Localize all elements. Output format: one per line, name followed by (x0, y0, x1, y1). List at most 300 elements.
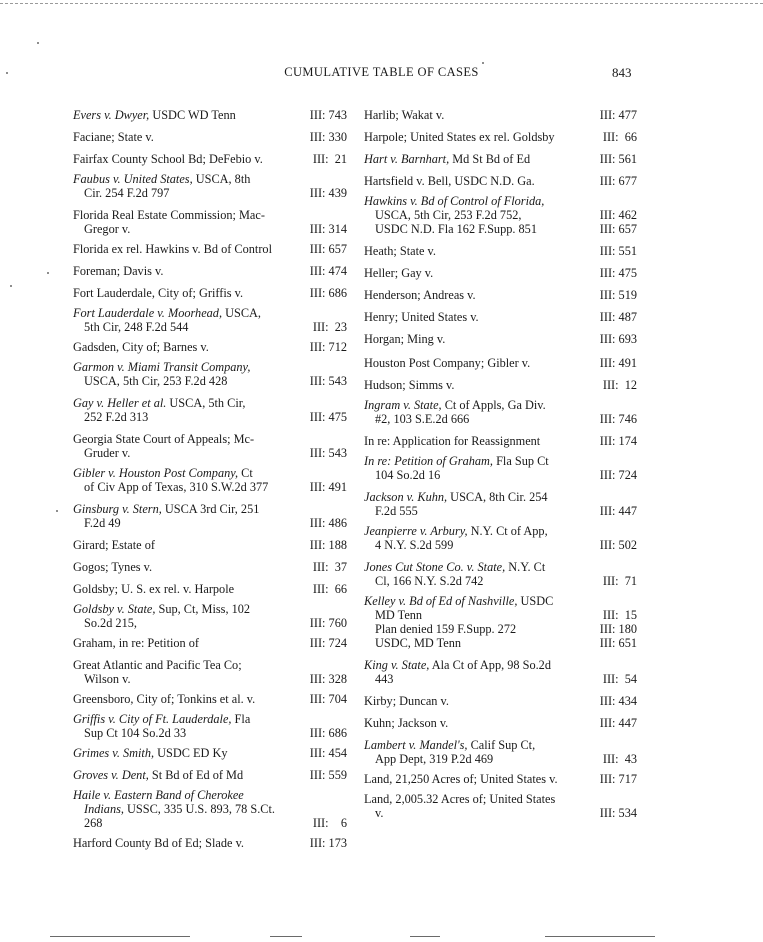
entry-row (364, 194, 637, 208)
case-name (73, 602, 306, 630)
volume-page-ref: III: 704 (309, 692, 347, 706)
citation-text: Plan denied 159 F.Supp. 272 (375, 622, 517, 636)
scan-speck (56, 510, 58, 512)
entry-line (73, 582, 309, 596)
entry-line (364, 752, 599, 766)
entry-line (73, 636, 306, 650)
citation-text: F.2d 49 (84, 516, 121, 530)
citation-text: Fla (231, 712, 251, 726)
case-name-italic: Haile v. Eastern Band of Cherokee (73, 788, 244, 802)
entry-line (73, 320, 309, 334)
volume-page-ref: III: 686 (309, 726, 347, 740)
case-entry (73, 130, 347, 144)
case-entry (364, 398, 637, 426)
entry-line (364, 672, 599, 686)
case-name (73, 340, 306, 354)
citation-text: Horgan; Ming v. (364, 332, 446, 346)
page-number: 843 (612, 65, 632, 80)
case-entry (73, 560, 347, 574)
volume-page-ref: III: 23 (312, 320, 347, 334)
entry-line (73, 516, 306, 530)
case-entry (364, 454, 637, 482)
entry-line (73, 410, 306, 424)
volume-page-ref: III: 188 (309, 538, 347, 552)
citation-text: Fla Sup Ct (493, 454, 549, 468)
citation-text: App Dept, 319 P.2d 469 (375, 752, 494, 766)
scan-speck (482, 62, 484, 64)
scan-speck (47, 272, 49, 274)
volume-page-ref: III: 454 (309, 746, 347, 760)
case-name (364, 398, 596, 426)
citation-text: Greensboro, City of; Tonkins et al. v. (73, 692, 256, 706)
volume-page-ref: III: 314 (309, 222, 347, 236)
case-name (364, 622, 596, 636)
case-entry (364, 194, 637, 236)
case-name (364, 434, 596, 448)
citation-text: Wilson v. (84, 672, 131, 686)
entry-line (364, 504, 596, 518)
case-entry (73, 208, 347, 236)
citation-text: Great Atlantic and Pacific Tea Co; (73, 658, 242, 672)
case-entry (364, 288, 637, 302)
volume-page-ref: III: 760 (309, 616, 347, 630)
top-dashed-edge (0, 3, 763, 4)
entry-line (73, 152, 309, 166)
citation-text: Gregor v. (84, 222, 131, 236)
citation-text: Kirby; Duncan v. (364, 694, 449, 708)
citation-text: USCA, 8th Cir. 254 (447, 490, 548, 504)
citation-text: USDC WD Tenn (149, 108, 236, 122)
case-name (73, 152, 309, 166)
case-name (73, 242, 306, 256)
volume-page-ref: III: 534 (599, 806, 637, 820)
citation-text: USCA, (222, 306, 261, 320)
case-name (73, 172, 306, 200)
citation-text: 4 N.Y. S.2d 599 (375, 538, 454, 552)
volume-page-ref: III: 173 (309, 836, 347, 850)
citation-text: Fort Lauderdale, City of; Griffis v. (73, 286, 244, 300)
case-name (364, 310, 596, 324)
citation-text: Sup Ct 104 So.2d 33 (84, 726, 187, 740)
volume-page-ref: III: 651 (599, 636, 637, 650)
volume-page-ref: III: 486 (309, 516, 347, 530)
case-name-italic: Jackson v. Kuhn, (364, 490, 448, 504)
citation-text: Ala Ct of App, 98 So.2d (429, 658, 551, 672)
citation-text: N.Y. Ct (505, 560, 546, 574)
citation-text: #2, 103 S.E.2d 666 (375, 412, 470, 426)
case-name-italic: Lambert v. Mandel's, (364, 738, 468, 752)
case-entry (364, 594, 637, 650)
volume-page-ref: III: 743 (309, 108, 347, 122)
citation-text: 443 (375, 672, 394, 686)
case-entry (73, 152, 347, 166)
case-name (73, 658, 306, 686)
citation-text: Heller; Gay v. (364, 266, 434, 280)
case-entry (364, 490, 637, 518)
citation-text: USCA, 5th Cir, 253 F.2d 752, (375, 208, 522, 222)
citation-text: Henderson; Andreas v. (364, 288, 476, 302)
left-column (73, 108, 347, 850)
citation-text: Md St Bd of Ed (449, 152, 531, 166)
case-entry (364, 130, 637, 144)
entry-line (364, 288, 596, 302)
case-entry (364, 378, 637, 392)
bottom-rule (545, 936, 655, 937)
case-name-italic: King v. State, (364, 658, 430, 672)
volume-page-ref: III: 66 (312, 582, 347, 596)
citation-text: N.Y. Ct of App, (467, 524, 548, 538)
case-entry (364, 560, 637, 588)
citation-text: Cir. 254 F.2d 797 (84, 186, 170, 200)
entry-line (364, 356, 596, 370)
volume-page-ref: III: 37 (312, 560, 347, 574)
right-column (364, 108, 637, 820)
entry-line (364, 398, 596, 412)
entry-line (73, 538, 306, 552)
volume-page-ref: III: 54 (602, 672, 637, 686)
case-name (364, 266, 596, 280)
entry-line (73, 480, 306, 494)
case-name (364, 174, 596, 188)
entry-line (73, 712, 306, 726)
bottom-rule (270, 936, 302, 937)
case-entry (73, 242, 347, 256)
citation-text: Gadsden, City of; Barnes v. (73, 340, 209, 354)
entry-line (364, 806, 596, 820)
case-name (364, 378, 599, 392)
case-entry (73, 432, 347, 460)
entry-line (364, 208, 596, 222)
volume-page-ref: III: 717 (599, 772, 637, 786)
citation-text: Fairfax County School Bd; DeFebio v. (73, 152, 263, 166)
case-entry (364, 332, 637, 346)
citation-text: Foreman; Davis v. (73, 264, 164, 278)
case-name (364, 152, 596, 166)
case-name (364, 208, 596, 222)
entry-row (364, 222, 637, 236)
entry-line (73, 466, 306, 480)
case-entry (364, 524, 637, 552)
citation-text: Florida ex rel. Hawkins v. Bd of Control (73, 242, 273, 256)
case-name-italic: Groves v. Dent, (73, 768, 149, 782)
case-entry (73, 538, 347, 552)
case-entry (73, 108, 347, 122)
entry-line (73, 242, 306, 256)
case-name-italic: Kelley v. Bd of Ed of Nashville, (364, 594, 518, 608)
entry-line (73, 746, 306, 760)
entry-line (73, 306, 309, 320)
case-name-italic: Hart v. Barnhart, (364, 152, 450, 166)
page-title: CUMULATIVE TABLE OF CASES (284, 65, 479, 79)
volume-page-ref: III: 475 (309, 410, 347, 424)
case-entry (73, 746, 347, 760)
case-name (73, 130, 306, 144)
case-entry (73, 264, 347, 278)
citation-text: Gruder v. (84, 446, 131, 460)
volume-page-ref: III: 712 (309, 340, 347, 354)
volume-page-ref: III: 21 (312, 152, 347, 166)
entry-line (364, 468, 596, 482)
case-entry (364, 658, 637, 686)
entry-line (73, 788, 309, 802)
volume-page-ref: III: 447 (599, 504, 637, 518)
scan-speck (10, 285, 12, 287)
case-name (364, 560, 599, 588)
entry-line (73, 502, 306, 516)
case-entry (73, 466, 347, 494)
case-name (364, 772, 596, 786)
case-name (364, 332, 596, 346)
entry-line (73, 560, 309, 574)
case-name (364, 222, 596, 236)
citation-text: Harford County Bd of Ed; Slade v. (73, 836, 244, 850)
volume-page-ref: III: 491 (599, 356, 637, 370)
case-entry (364, 792, 637, 820)
citation-text: USDC N.D. Fla 162 F.Supp. 851 (375, 222, 537, 236)
case-name (73, 768, 306, 782)
case-name (364, 594, 637, 608)
entry-line (73, 768, 306, 782)
volume-page-ref: III: 328 (309, 672, 347, 686)
case-name (73, 432, 306, 460)
case-name (73, 636, 306, 650)
volume-page-ref: III: 746 (599, 412, 637, 426)
case-name-italic: Garmon v. Miami Transit Company, (73, 360, 251, 374)
case-name-italic: Ginsburg v. Stern, (73, 502, 162, 516)
entry-line (364, 538, 596, 552)
entry-line (73, 658, 306, 672)
entry-line (364, 772, 596, 786)
citation-text: 104 So.2d 16 (375, 468, 441, 482)
volume-page-ref: III: 474 (309, 264, 347, 278)
bottom-rule (410, 936, 440, 937)
entry-line (73, 264, 306, 278)
case-entry (364, 174, 637, 188)
citation-text: USSC, 335 U.S. 893, 78 S.Ct. (123, 802, 275, 816)
scan-speck (37, 42, 39, 44)
volume-page-ref: III: 434 (599, 694, 637, 708)
entry-line (73, 130, 306, 144)
entry-line (364, 608, 599, 622)
volume-page-ref: III: 12 (602, 378, 637, 392)
entry-row (364, 208, 637, 222)
case-name (73, 746, 306, 760)
citation-text: Goldsby; U. S. ex rel. v. Harpole (73, 582, 235, 596)
entry-line (364, 594, 637, 608)
case-entry (73, 502, 347, 530)
entry-line (364, 194, 637, 208)
entry-line (364, 434, 596, 448)
citation-text: Georgia State Court of Appeals; Mc- (73, 432, 255, 446)
entry-row (364, 622, 637, 636)
entry-row (364, 594, 637, 608)
entry-line (73, 208, 306, 222)
case-entry (364, 434, 637, 448)
entry-line (73, 108, 306, 122)
citation-text: Sup, Ct, Miss, 102 (155, 602, 251, 616)
entry-line (364, 378, 599, 392)
case-name (364, 108, 596, 122)
case-entry (73, 768, 347, 782)
entry-line (73, 286, 306, 300)
volume-page-ref: III: 519 (599, 288, 637, 302)
volume-page-ref: III: 559 (309, 768, 347, 782)
citation-text: Henry; United States v. (364, 310, 479, 324)
citation-text: USCA, 8th (192, 172, 251, 186)
entry-line (73, 816, 309, 830)
case-name-italic: Gay v. Heller et al. (73, 396, 167, 410)
case-name (73, 538, 306, 552)
citation-text: Gogos; Tynes v. (73, 560, 153, 574)
volume-page-ref: III: 43 (602, 752, 637, 766)
citation-text: USCA 3rd Cir, 251 (161, 502, 260, 516)
volume-page-ref: III: 657 (309, 242, 347, 256)
case-entry (73, 692, 347, 706)
citation-text: 252 F.2d 313 (84, 410, 149, 424)
entry-line (364, 524, 596, 538)
case-name (73, 836, 306, 850)
volume-page-ref: III: 543 (309, 446, 347, 460)
volume-page-ref: III: 66 (602, 130, 637, 144)
entry-line (364, 694, 596, 708)
case-name (364, 636, 596, 650)
entry-line (73, 802, 309, 816)
entry-line (73, 374, 306, 388)
case-entry (73, 636, 347, 650)
case-name-italic: Fort Lauderdale v. Moorhead, (73, 306, 223, 320)
citation-text: Land, 2,005.32 Acres of; United States (364, 792, 556, 806)
entry-line (73, 222, 306, 236)
entry-line (364, 152, 596, 166)
volume-page-ref: III: 475 (599, 266, 637, 280)
entry-line (364, 310, 596, 324)
case-name (364, 694, 596, 708)
citation-text: Cl, 166 N.Y. S.2d 742 (375, 574, 484, 588)
case-entry (364, 772, 637, 786)
citation-text: St Bd of Ed of Md (148, 768, 244, 782)
case-name (364, 356, 596, 370)
case-entry (73, 658, 347, 686)
case-entry (364, 266, 637, 280)
case-name (73, 692, 306, 706)
case-name (73, 582, 309, 596)
entry-line (73, 360, 306, 374)
case-entry (73, 602, 347, 630)
entry-line (73, 836, 306, 850)
volume-page-ref: III: 491 (309, 480, 347, 494)
entry-line (73, 672, 306, 686)
case-name-italic: Goldsby v. State, (73, 602, 156, 616)
entry-line (364, 574, 599, 588)
case-entry (364, 716, 637, 730)
case-name (73, 560, 309, 574)
entry-line (364, 636, 596, 650)
case-entry (73, 836, 347, 850)
citation-text: Houston Post Company; Gibler v. (364, 356, 531, 370)
case-entry (73, 712, 347, 740)
entry-line (73, 616, 306, 630)
case-entry (73, 360, 347, 388)
citation-text: of Civ App of Texas, 310 S.W.2d 377 (84, 480, 269, 494)
entry-line (364, 716, 596, 730)
citation-text: Ct (238, 466, 253, 480)
entry-line (73, 172, 306, 186)
volume-page-ref: III: 724 (309, 636, 347, 650)
citation-text: MD Tenn (375, 608, 423, 622)
case-name-italic: Hawkins v. Bd of Control of Florida, (364, 194, 545, 208)
case-name (73, 396, 306, 424)
case-entry (73, 306, 347, 334)
volume-page-ref: III: 330 (309, 130, 347, 144)
case-name (73, 208, 306, 236)
citation-text: Land, 21,250 Acres of; United States v. (364, 772, 558, 786)
citation-text: Hudson; Simms v. (364, 378, 455, 392)
case-name-italic: Griffis v. City of Ft. Lauderdale, (73, 712, 232, 726)
case-name (364, 490, 596, 518)
volume-page-ref: III: 551 (599, 244, 637, 258)
entry-line (364, 174, 596, 188)
case-entry (73, 582, 347, 596)
case-name (73, 108, 306, 122)
entry-line (73, 692, 306, 706)
citation-text: Girard; Estate of (73, 538, 155, 552)
citation-text: F.2d 555 (375, 504, 418, 518)
entry-line (364, 738, 599, 752)
case-name (73, 360, 306, 388)
citation-text: USCA, 5th Cir, 253 F.2d 428 (84, 374, 228, 388)
case-name (73, 502, 306, 530)
case-name (73, 712, 306, 740)
citation-text: Harpole; United States ex rel. Goldsby (364, 130, 555, 144)
case-entry (73, 340, 347, 354)
case-entry (364, 356, 637, 370)
entry-line (73, 432, 306, 446)
volume-page-ref: III: 677 (599, 174, 637, 188)
entry-line (364, 266, 596, 280)
entry-line (364, 108, 596, 122)
entry-line (73, 602, 306, 616)
case-name (73, 264, 306, 278)
entry-line (364, 244, 596, 258)
citation-text: 268 (84, 816, 103, 830)
entry-line (364, 130, 599, 144)
case-name (364, 792, 596, 820)
volume-page-ref: III: 543 (309, 374, 347, 388)
case-entry (364, 694, 637, 708)
citation-text: USCA, 5th Cir, (166, 396, 246, 410)
citation-text: v. (375, 806, 384, 820)
entry-line (73, 396, 306, 410)
volume-page-ref: III: 6 (312, 816, 347, 830)
case-name (364, 244, 596, 258)
case-name-italic: In re: Petition of Graham, (364, 454, 493, 468)
case-entry (73, 396, 347, 424)
bottom-rule (50, 936, 190, 937)
entry-line (364, 560, 599, 574)
case-name (364, 738, 599, 766)
case-name (364, 524, 596, 552)
entry-row (364, 636, 637, 650)
entry-line (73, 186, 306, 200)
case-entry (73, 788, 347, 830)
case-name-italic: Grimes v. Smith, (73, 746, 155, 760)
entry-line (73, 340, 306, 354)
case-name-italic: Gibler v. Houston Post Company, (73, 466, 239, 480)
volume-page-ref: III: 502 (599, 538, 637, 552)
case-name-italic: Ingram v. State, (364, 398, 442, 412)
citation-text: Calif Sup Ct, (467, 738, 536, 752)
case-entry (364, 152, 637, 166)
